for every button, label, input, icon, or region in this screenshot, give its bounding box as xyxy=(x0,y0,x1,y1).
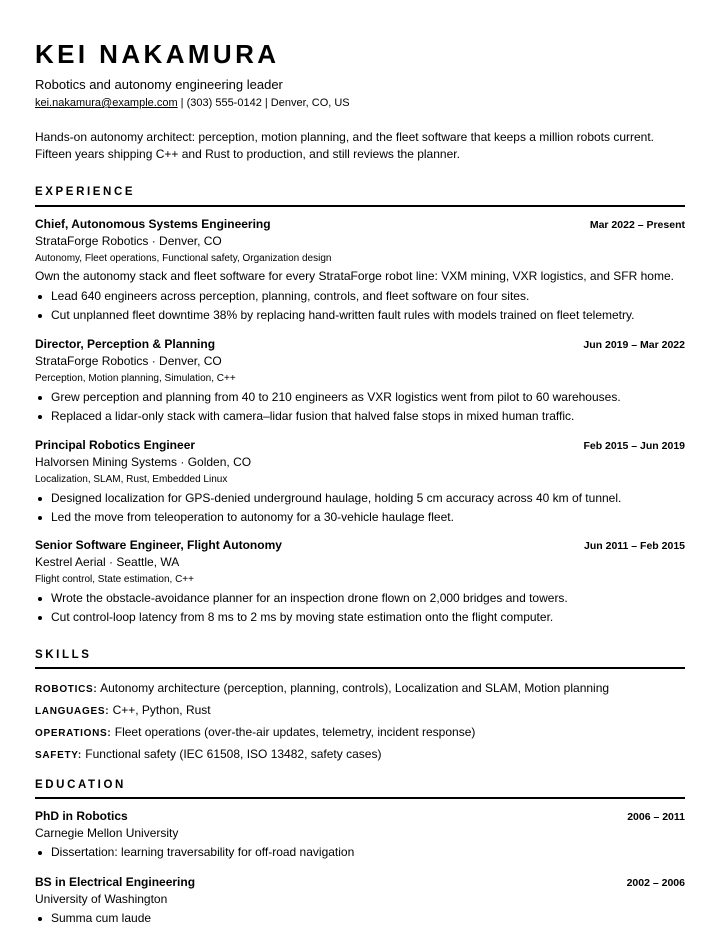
experience-entry xyxy=(35,336,685,426)
skill-label: OPERATIONS: xyxy=(35,728,112,739)
degree-title: BS in Electrical Engineering xyxy=(35,875,196,889)
education-entry xyxy=(35,808,685,862)
degree-title: PhD in Robotics xyxy=(35,809,128,823)
job-title: Senior Software Engineer, Flight Autonomy xyxy=(35,538,282,552)
job-organization: StrataForge Robotics · Denver, CO xyxy=(35,354,222,368)
list-item: Designed localization for GPS-denied underground haulage, holding 5 cm accuracy across 40 km of tunnel. xyxy=(35,489,685,508)
contact-line xyxy=(35,96,350,111)
list-item: Led the move from teleoperation to autonomy for a 30-vehicle haulage fleet. xyxy=(35,508,685,527)
school-name: University of Washington xyxy=(35,892,168,906)
job-organization: Halvorsen Mining Systems · Golden, CO xyxy=(35,455,252,469)
entry-header xyxy=(35,537,685,553)
entry-header xyxy=(35,336,685,352)
entry-header xyxy=(35,437,685,453)
skill-row xyxy=(35,678,685,700)
section-divider xyxy=(35,797,685,799)
experience-entry xyxy=(35,216,685,325)
job-description: Own the autonomy stack and fleet software for every StrataForge robot line: VXM mining, VXR logistics, and SFR home. xyxy=(35,269,674,283)
job-tags: Perception, Motion planning, Simulation, C++ xyxy=(35,373,236,384)
skill-value: C++, Python, Rust xyxy=(112,703,211,717)
list-item: Cut control-loop latency from 8 ms to 2 ms by moving state estimation onto the flight computer. xyxy=(35,608,685,627)
job-tags: Localization, SLAM, Rust, Embedded Linux xyxy=(35,474,228,485)
job-tags: Flight control, State estimation, C++ xyxy=(35,574,194,585)
skill-value: Fleet operations (over-the-air updates, telemetry, incident response) xyxy=(114,725,476,739)
job-bullets xyxy=(35,388,685,426)
job-dates: Feb 2015 – Jun 2019 xyxy=(583,440,685,452)
skill-value: Functional safety (IEC 61508, ISO 13482, safety cases) xyxy=(85,747,382,761)
email-link[interactable]: kei.nakamura@example.com xyxy=(35,97,178,109)
entry-header xyxy=(35,808,685,824)
job-organization: Kestrel Aerial · Seattle, WA xyxy=(35,555,180,569)
school-name: Carnegie Mellon University xyxy=(35,826,179,840)
job-bullets xyxy=(35,489,685,527)
job-bullets xyxy=(35,589,685,627)
job-organization: StrataForge Robotics · Denver, CO xyxy=(35,234,222,248)
list-item: Cut unplanned fleet downtime 38% by replacing hand-written fault rules with models trained on fleet telemetry. xyxy=(35,306,685,325)
skill-row xyxy=(35,700,685,722)
section-divider xyxy=(35,667,685,669)
job-tags: Autonomy, Fleet operations, Functional safety, Organization design xyxy=(35,253,332,264)
list-item: Dissertation: learning traversability for off-road navigation xyxy=(35,843,685,862)
list-item: Lead 640 engineers across perception, planning, controls, and fleet software on four sites. xyxy=(35,287,685,306)
education-bullets xyxy=(35,843,685,862)
list-item: Summa cum laude xyxy=(35,909,685,928)
education-bullets xyxy=(35,909,685,928)
section-title-experience: EXPERIENCE xyxy=(35,186,136,198)
summary: Hands-on autonomy architect: perception, motion planning, and the fleet software that keeps a million robots current. Fifteen years shipping C++ and Rust to production, and still reviews the planner. xyxy=(35,130,655,161)
skill-row xyxy=(35,744,685,766)
experience-entry xyxy=(35,537,685,627)
list-item: Grew perception and planning from 40 to 210 engineers as VXR logistics went from pilot to 60 warehouses. xyxy=(35,388,685,407)
skills-list xyxy=(35,678,685,766)
job-title: Chief, Autonomous Systems Engineering xyxy=(35,217,271,231)
skill-row xyxy=(35,722,685,744)
job-bullets xyxy=(35,287,685,325)
skill-value: Autonomy architecture (perception, planning, controls), Localization and SLAM, Motion planning xyxy=(100,681,610,695)
education-entry xyxy=(35,874,685,928)
entry-header xyxy=(35,216,685,232)
candidate-tagline: Robotics and autonomy engineering leader xyxy=(35,77,283,92)
job-dates: Jun 2011 – Feb 2015 xyxy=(584,540,685,552)
job-dates: Jun 2019 – Mar 2022 xyxy=(583,339,685,351)
list-item: Wrote the obstacle-avoidance planner for an inspection drone flown on 2,000 bridges and towers. xyxy=(35,589,685,608)
list-item: Replaced a lidar-only stack with camera–lidar fusion that halved false stops in mixed human traffic. xyxy=(35,407,685,426)
section-title-education: EDUCATION xyxy=(35,779,126,791)
experience-entry xyxy=(35,437,685,527)
candidate-name: KEI NAKAMURA xyxy=(35,39,280,69)
section-divider xyxy=(35,205,685,207)
job-title: Director, Perception & Planning xyxy=(35,337,216,351)
skill-label: LANGUAGES: xyxy=(35,706,110,717)
education-dates: 2006 – 2011 xyxy=(627,811,685,823)
entry-header xyxy=(35,874,685,890)
education-dates: 2002 – 2006 xyxy=(626,877,685,889)
contact-details: | (303) 555-0142 | Denver, CO, US xyxy=(177,97,350,109)
section-title-skills: SKILLS xyxy=(35,649,92,661)
job-dates: Mar 2022 – Present xyxy=(589,219,685,231)
job-title: Principal Robotics Engineer xyxy=(35,438,196,452)
skill-label: ROBOTICS: xyxy=(35,684,98,695)
skill-label: SAFETY: xyxy=(35,750,82,761)
